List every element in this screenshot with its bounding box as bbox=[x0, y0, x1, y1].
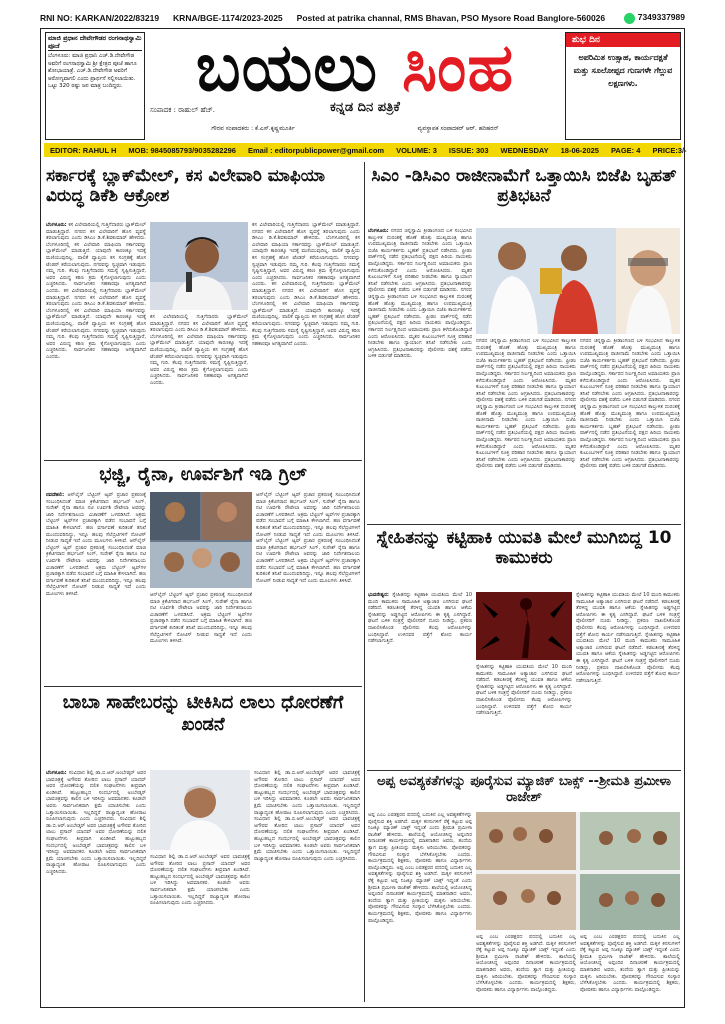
krna-number: KRNA/BGE-1174/2023-2025 bbox=[173, 13, 283, 23]
article1-dateline: ಬೆಂಗಳೂರು: bbox=[46, 222, 67, 228]
good-day-text: ಅಪರಿಮಿತ ಉತ್ಸಾಹ, ಕಾರ್ಯದಕ್ಷತೆ ಮತ್ತು ಸೂಲೋಪ್ಪದ ಗುಣಗಳೇ ಗೆಲ್ಲುವ ಲಕ್ಷಣಗಳು. bbox=[573, 53, 673, 88]
article3-column-1 bbox=[46, 492, 146, 682]
article2-headline: ಸಿಎಂ -ಡಿಸಿಎಂ ರಾಜೀನಾಮೆಗೆ ಒತ್ತಾಯಿಸಿ ಬಿಜೆಪಿ ಬೃಹತ್ ಪ್ರತಿಭಟನೆ bbox=[371, 166, 677, 207]
article6-column-1 bbox=[368, 812, 472, 1002]
info-email: Email : editorpublicpower@gmail.com bbox=[247, 145, 385, 155]
good-day-title: ಶುಭ ದಿನ bbox=[566, 33, 680, 47]
article1-photo bbox=[150, 222, 248, 310]
title-black: ಬಯಲು bbox=[195, 29, 379, 106]
left-notice-box bbox=[45, 32, 145, 140]
left-notice-body: ಬೆಂಗಳೂರು: ಮಾಜಿ ಪ್ರಧಾನಿ ಎಚ್.ಡಿ.ದೇವೇಗೌಡ ಅವರಿಗೆ ರಂಗನಾಥಸ್ವಾಮಿ ಶ್ರೀ ಕ್ಷೇತ್ರದ ಪೂಜೆ ಹಾಗೂ ಶೋಭಾಯಾತ್ರೆ. ಎಚ್.ಡಿ.ದೇವೇಗೌಡ ಅವರಿಗೆ ಆರೋಗ್ಯವಾಗಲಿ ಎಂದು ಪ್ರಾರ್ಥನೆ ಸಲ್ಲಿಸಲಾಯಿತು. ಒಟ್ಟು 320 ರಷ್ಟು ಜನ ಮಾತ್ರ ಬಂದಿದ್ದರು. bbox=[48, 53, 137, 89]
protest-collage-photo bbox=[476, 228, 680, 334]
article6-text: ಅಪ್ಪ ಎಂಬ ಎರಡಕ್ಷರದ ಪದದಲ್ಲಿ ಬದುಕಿನ ಎಲ್ಲ ಅವಶ್ಯಕತೆಗಳನ್ನು ಪೂರೈಸುವ ಶಕ್ತಿ ಅಡಗಿದೆ. ಮಕ್ಕಳ ಕನಸುಗಳಿಗೆ ರೆಕ್ಕೆ ಕಟ್ಟುವ ಅಪ್ಪ ನಿಜಕ್ಕೂ ಮ್ಯಾಜಿಕ್ ಬಾಕ್ಸ್ ಇದ್ದಂತೆ ಎಂದು ಶ್ರೀಮತಿ ಪ್ರಮೀಳಾ ರಾಜೇಶ್ ಹೇಳಿದರು. ಶಾಲೆಯಲ್ಲಿ ಆಯೋಜಿಸಿದ್ದ ಅಪ್ಪಂದಿರ ದಿನಾಚರಣೆ ಕಾರ್ಯಕ್ರಮದಲ್ಲಿ ಮಾತನಾಡಿದ ಅವರು, ತಂದೆಯ ತ್ಯಾಗ ಮತ್ತು ಪ್ರೀತಿಯನ್ನು ಮಕ್ಕಳು ಅರಿಯಬೇಕು. ಪೋಷಕರನ್ನು ಗೌರವಿಸುವ ಸಂಸ್ಕಾರ ಬೆಳೆಸಿಕೊಳ್ಳಬೇಕು ಎಂದರು. ಕಾರ್ಯಕ್ರಮದಲ್ಲಿ ಶಿಕ್ಷಕರು, ಪೋಷಕರು ಹಾಗೂ ವಿದ್ಯಾರ್ಥಿಗಳು ಪಾಲ್ಗೊಂಡಿದ್ದರು. bbox=[368, 812, 472, 871]
article1-text-col3-cont: ಕಸ ವಿಲೇವಾರಿಯಲ್ಲಿ ಗುತ್ತಿಗೆದಾರರು ಬ್ಲಾಕ್‌ಮೇಲ್ ಮಾಡುತ್ತಿದ್ದಾರೆ. ನಗರದ ಕಸ ವಿಲೇವಾರಿಗೆ ಹೊಸ ವ್ಯವಸ್ಥೆ ತರಲಾಗುವುದು ಎಂದು ಡಿಸಿಎಂ ಡಿ.ಕೆ.ಶಿವಕುಮಾರ್ ಹೇಳಿದರು. ಬೆಂಗಳೂರಿನಲ್ಲಿ ಕಸ ವಿಲೇವಾರಿ ಮಾಫಿಯಾ ಸರ್ಕಾರವನ್ನು ಬ್ಲಾಕ್‌ಮೇಲ್ ಮಾಡುತ್ತಿದೆ. ಯಾವುದೇ ಕಾರಣಕ್ಕೂ ಇದಕ್ಕೆ ಮಣಿಯುವುದಿಲ್ಲ. ಪಾಲಿಕೆ ವ್ಯಾಪ್ತಿಯ ಕಸ ಸಂಗ್ರಹಕ್ಕೆ ಹೊಸ ಟೆಂಡರ್ ಕರೆಯಲಾಗುವುದು. ನಗರವನ್ನು ಸ್ವಚ್ಛವಾಗಿ ಇಡುವುದು ನಮ್ಮ ಗುರಿ. ಕೆಲವು ಗುತ್ತಿಗೆದಾರರು ಸಮಸ್ಯೆ ಸೃಷ್ಟಿಸುತ್ತಿದ್ದಾರೆ, ಅವರ ವಿರುದ್ಧ ಕಠಿಣ ಕ್ರಮ ಕೈಗೊಳ್ಳಲಾಗುವುದು ಎಂದು ಎಚ್ಚರಿಸಿದರು. ಸಾರ್ವಜನಿಕರ ಸಹಕಾರವೂ ಅಗತ್ಯವಾಗಿದೆ ಎಂದರು. bbox=[252, 281, 360, 347]
info-page: PAGE: 4 bbox=[610, 145, 641, 155]
article2-photo bbox=[476, 228, 680, 334]
crime-illustration-photo bbox=[476, 592, 572, 660]
article1-text-cont: ಕಸ ವಿಲೇವಾರಿಯಲ್ಲಿ ಗುತ್ತಿಗೆದಾರರು ಬ್ಲಾಕ್‌ಮೇಲ್ ಮಾಡುತ್ತಿದ್ದಾರೆ. ನಗರದ ಕಸ ವಿಲೇವಾರಿಗೆ ಹೊಸ ವ್ಯವಸ್ಥೆ ತರಲಾಗುವುದು ಎಂದು ಡಿಸಿಎಂ ಡಿ.ಕೆ.ಶಿವಕುಮಾರ್ ಹೇಳಿದರು. ಬೆಂಗಳೂರಿನಲ್ಲಿ ಕಸ ವಿಲೇವಾರಿ ಮಾಫಿಯಾ ಸರ್ಕಾರವನ್ನು ಬ್ಲಾಕ್‌ಮೇಲ್ ಮಾಡುತ್ತಿದೆ. ಯಾವುದೇ ಕಾರಣಕ್ಕೂ ಇದಕ್ಕೆ ಮಣಿಯುವುದಿಲ್ಲ. ಪಾಲಿಕೆ ವ್ಯಾಪ್ತಿಯ ಕಸ ಸಂಗ್ರಹಕ್ಕೆ ಹೊಸ ಟೆಂಡರ್ ಕರೆಯಲಾಗುವುದು. ನಗರವನ್ನು ಸ್ವಚ್ಛವಾಗಿ ಇಡುವುದು ನಮ್ಮ ಗುರಿ. ಕೆಲವು ಗುತ್ತಿಗೆದಾರರು ಸಮಸ್ಯೆ ಸೃಷ್ಟಿಸುತ್ತಿದ್ದಾರೆ, ಅವರ ವಿರುದ್ಧ ಕಠಿಣ ಕ್ರಮ ಕೈಗೊಳ್ಳಲಾಗುವುದು ಎಂದು ಎಚ್ಚರಿಸಿದರು. ಸಾರ್ವಜನಿಕರ ಸಹಕಾರವೂ ಅಗತ್ಯವಾಗಿದೆ ಎಂದರು. bbox=[46, 287, 146, 360]
article4-text: ಸ್ನೇಹಿತನನ್ನು ಕಟ್ಟಿಹಾಕಿ ಯುವತಿಯ ಮೇಲೆ 10 ಮಂದಿ ಕಾಮುಕರು ಸಾಮೂಹಿಕ ಅತ್ಯಾಚಾರ ಎಸಗಿರುವ ಘಟನೆ ನಡೆದಿದೆ. ಕಡಲತೀರಕ್ಕೆ ತೆರಳಿದ್ದ ಯುವತಿ ಹಾಗೂ ಆಕೆಯ ಸ್ನೇಹಿತನನ್ನು ಅಡ್ಡಗಟ್ಟಿದ ಆರೋಪಿಗಳು ಈ ಕೃತ್ಯ ಎಸಗಿದ್ದಾರೆ. ಘಟನೆ ಬಳಿಕ ಸಂತ್ರಸ್ತೆ ಪೊಲೀಸರಿಗೆ ದೂರು ನೀಡಿದ್ದು, ಪ್ರಕರಣ ದಾಖಲಿಸಿಕೊಂಡ ಪೊಲೀಸರು ಕೆಲವು ಆರೋಪಿಗಳನ್ನು ಬಂಧಿಸಿದ್ದಾರೆ. ಉಳಿದವರ ಪತ್ತೆಗೆ ಶೋಧ ಕಾರ್ಯ ನಡೆಸಲಾಗುತ್ತಿದೆ. bbox=[368, 592, 472, 645]
article4-column-2: ಸ್ನೇಹಿತನನ್ನು ಕಟ್ಟಿಹಾಕಿ ಯುವತಿಯ ಮೇಲೆ 10 ಮಂದಿ ಕಾಮುಕರು ಸಾಮೂಹಿಕ ಅತ್ಯಾಚಾರ ಎಸಗಿರುವ ಘಟನೆ ನಡೆದಿದೆ. ಕಡಲತೀರಕ್ಕೆ ತೆರಳಿದ್ದ ಯುವತಿ ಹಾಗೂ ಆಕೆಯ ಸ್ನೇಹಿತನನ್ನು ಅಡ್ಡಗಟ್ಟಿದ ಆರೋಪಿಗಳು ಈ ಕೃತ್ಯ ಎಸಗಿದ್ದಾರೆ. ಘಟನೆ ಬಳಿಕ ಸಂತ್ರಸ್ತೆ ಪೊಲೀಸರಿಗೆ ದೂರು ನೀಡಿದ್ದು, ಪ್ರಕರಣ ದಾಖಲಿಸಿಕೊಂಡ ಪೊಲೀಸರು ಕೆಲವು ಆರೋಪಿಗಳನ್ನು ಬಂಧಿಸಿದ್ದಾರೆ. ಉಳಿದವರ ಪತ್ತೆಗೆ ಶೋಧ ಕಾರ್ಯ ನಡೆಸಲಾಗುತ್ತಿದೆ. bbox=[476, 664, 572, 717]
article5-dateline: ಬೆಂಗಳೂರು: bbox=[46, 770, 67, 776]
article1-headline: ಸರ್ಕಾರಕ್ಕೆ ಬ್ಲಾಕ್‌ಮೇಲ್, ಕಸ ವಿಲೇವಾರಿ ಮಾಫಿಯಾ ವಿರುದ್ಧ ಡಿಕೆಶಿ ಆಕ್ರೋಶ bbox=[46, 166, 326, 207]
masthead-credits bbox=[150, 125, 560, 133]
article4-text-col3: ಸ್ನೇಹಿತನನ್ನು ಕಟ್ಟಿಹಾಕಿ ಯುವತಿಯ ಮೇಲೆ 10 ಮಂದಿ ಕಾಮುಕರು ಸಾಮೂಹಿಕ ಅತ್ಯಾಚಾರ ಎಸಗಿರುವ ಘಟನೆ ನಡೆದಿದೆ. ಕಡಲತೀರಕ್ಕೆ ತೆರಳಿದ್ದ ಯುವತಿ ಹಾಗೂ ಆಕೆಯ ಸ್ನೇಹಿತನನ್ನು ಅಡ್ಡಗಟ್ಟಿದ ಆರೋಪಿಗಳು ಈ ಕೃತ್ಯ ಎಸಗಿದ್ದಾರೆ. ಘಟನೆ ಬಳಿಕ ಸಂತ್ರಸ್ತೆ ಪೊಲೀಸರಿಗೆ ದೂರು ನೀಡಿದ್ದು, ಪ್ರಕರಣ ದಾಖಲಿಸಿಕೊಂಡ ಪೊಲೀಸರು ಕೆಲವು ಆರೋಪಿಗಳನ್ನು ಬಂಧಿಸಿದ್ದಾರೆ. ಉಳಿದವರ ಪತ್ತೆಗೆ ಶೋಧ ಕಾರ್ಯ ನಡೆಸಲಾಗುತ್ತಿದೆ. bbox=[576, 592, 680, 638]
article2-dateline: ಬೆಂಗಳೂರು: bbox=[368, 228, 389, 234]
section-divider bbox=[367, 524, 681, 525]
info-bar bbox=[44, 143, 687, 157]
good-day-box bbox=[565, 32, 681, 140]
posting-info: Posted at patrika channal, RMS Bhavan, PSO Mysore Road Banglore-560026 bbox=[296, 13, 606, 23]
article2-text-cont: ನಗರದ ಚಿನ್ನಸ್ವಾಮಿ ಕ್ರೀಡಾಂಗಣದ ಬಳಿ ಸಂಭವಿಸಿದ ಕಾಲ್ತುಳಿತ ದುರಂತಕ್ಕೆ ಹೊಣೆ ಹೊತ್ತು ಮುಖ್ಯಮಂತ್ರಿ ಹಾಗೂ ಉಪಮುಖ್ಯಮಂತ್ರಿ ರಾಜೀನಾಮೆ ನೀಡಬೇಕು ಎಂದು ಒತ್ತಾಯಿಸಿ ಬಿಜೆಪಿ ಕಾರ್ಯಕರ್ತರು ಬೃಹತ್ ಪ್ರತಿಭಟನೆ ನಡೆಸಿದರು. ಫ್ರೀಡಂ ಪಾರ್ಕ್‌ನಲ್ಲಿ ನಡೆದ ಪ್ರತಿಭಟನೆಯಲ್ಲಿ ಪಕ್ಷದ ಹಿರಿಯ ನಾಯಕರು ಪಾಲ್ಗೊಂಡಿದ್ದರು. ಸರ್ಕಾರದ ನಿರ್ಲಕ್ಷ್ಯದಿಂದ ಅಮಾಯಕರು ಪ್ರಾಣ ಕಳೆದುಕೊಂಡಿದ್ದಾರೆ ಎಂದು ಆರೋಪಿಸಿದರು. ಮೃತರ ಕುಟುಂಬಗಳಿಗೆ ಸೂಕ್ತ ಪರಿಹಾರ ನೀಡಬೇಕು ಹಾಗೂ ನ್ಯಾಯಾಂಗ ತನಿಖೆ ನಡೆಸಬೇಕು ಎಂದು ಆಗ್ರಹಿಸಿದರು. ಪ್ರತಿಭಟನಾಕಾರರನ್ನು ಪೊಲೀಸರು ವಶಕ್ಕೆ ಪಡೆದು ಬಳಿಕ ಬಿಡುಗಡೆ ಮಾಡಿದರು. bbox=[368, 287, 472, 360]
article3-column-2: ಆನ್‌ಲೈನ್ ಬೆಟ್ಟಿಂಗ್ ಆ್ಯಪ್ ಪ್ರಚಾರ ಪ್ರಕರಣಕ್ಕೆ ಸಂಬಂಧಿಸಿದಂತೆ ಮಾಜಿ ಕ್ರಿಕೆಟಿಗರಾದ ಹರ್ಭಜನ್ ಸಿಂಗ್, ಸುರೇಶ್ ರೈನಾ ಹಾಗೂ ನಟಿ ಊರ್ವಶಿ ರೌಟೇಲಾ ಅವರನ್ನು ಜಾರಿ ನಿರ್ದೇಶನಾಲಯ ವಿಚಾರಣೆಗೆ ಒಳಪಡಿಸಿದೆ. ಅಕ್ರಮ ಬೆಟ್ಟಿಂಗ್ ಆ್ಯಪ್‌ಗಳ ಪ್ರಚಾರಕ್ಕಾಗಿ ಪಡೆದ ಸಂಭಾವನೆ ಬಗ್ಗೆ ಮಾಹಿತಿ ಕೇಳಲಾಗಿದೆ. ಹಣ ವರ್ಗಾವಣೆ ಕುರಿತಂತೆ ತನಿಖೆ ಮುಂದುವರಿದಿದ್ದು, ಇನ್ನೂ ಹಲವು ಸೆಲೆಬ್ರಿಟಿಗಳಿಗೆ ನೋಟಿಸ್ ನೀಡುವ ಸಾಧ್ಯತೆ ಇದೆ ಎಂದು ಮೂಲಗಳು ತಿಳಿಸಿವೆ. bbox=[150, 592, 252, 645]
title-red: ಸಿಂಹ bbox=[402, 29, 515, 106]
article4-dateline: ಭುವನೇಶ್ವರ: bbox=[368, 592, 389, 598]
celebrities-collage-photo bbox=[150, 492, 252, 588]
honorary-editor: ಗೌರವ ಸಂಪಾದಕರು : ಕೆ.ಎಸ್.ಕೃಷ್ಣಮೂರ್ತಿ bbox=[211, 125, 295, 132]
article5-text-col3-cont: ಸಂವಿಧಾನ ಶಿಲ್ಪಿ ಡಾ.ಬಿ.ಆರ್.ಅಂಬೇಡ್ಕರ್ ಅವರ ಭಾವಚಿತ್ರಕ್ಕೆ ಅಗೌರವ ತೋರಿದ ಲಾಲು ಪ್ರಸಾದ್ ಯಾದವ್ ಅವರ ಧೋರಣೆಯನ್ನು ದಲಿತ ಸಂಘಟನೆಗಳು ತೀವ್ರವಾಗಿ ಖಂಡಿಸಿವೆ. ಹುಟ್ಟುಹಬ್ಬದ ಸಂದರ್ಭದಲ್ಲಿ ಅಂಬೇಡ್ಕರ್ ಭಾವಚಿತ್ರವನ್ನು ಕಾಲಿನ ಬಳಿ ಇರಿಸಿದ್ದು ಅವಮಾನಕರ. ಕೂಡಲೇ ಅವರು ಸಾರ್ವಜನಿಕವಾಗಿ ಕ್ಷಮೆ ಯಾಚಿಸಬೇಕು ಎಂದು ಒತ್ತಾಯಿಸಲಾಯಿತು. ಇಲ್ಲದಿದ್ದರೆ ರಾಜ್ಯಾದ್ಯಂತ ಹೋರಾಟ ರೂಪಿಸಲಾಗುವುದು ಎಂದು ಎಚ್ಚರಿಸಿದರು. bbox=[254, 816, 360, 862]
phone-number bbox=[624, 12, 685, 23]
section-divider bbox=[44, 460, 362, 461]
article3-dateline: ನವದೆಹಲಿ: bbox=[46, 492, 65, 498]
article6-column-3: ಅಪ್ಪ ಎಂಬ ಎರಡಕ್ಷರದ ಪದದಲ್ಲಿ ಬದುಕಿನ ಎಲ್ಲ ಅವಶ್ಯಕತೆಗಳನ್ನು ಪೂರೈಸುವ ಶಕ್ತಿ ಅಡಗಿದೆ. ಮಕ್ಕಳ ಕನಸುಗಳಿಗೆ ರೆಕ್ಕೆ ಕಟ್ಟುವ ಅಪ್ಪ ನಿಜಕ್ಕೂ ಮ್ಯಾಜಿಕ್ ಬಾಕ್ಸ್ ಇದ್ದಂತೆ ಎಂದು ಶ್ರೀಮತಿ ಪ್ರಮೀಳಾ ರಾಜೇಶ್ ಹೇಳಿದರು. ಶಾಲೆಯಲ್ಲಿ ಆಯೋಜಿಸಿದ್ದ ಅಪ್ಪಂದಿರ ದಿನಾಚರಣೆ ಕಾರ್ಯಕ್ರಮದಲ್ಲಿ ಮಾತನಾಡಿದ ಅವರು, ತಂದೆಯ ತ್ಯಾಗ ಮತ್ತು ಪ್ರೀತಿಯನ್ನು ಮಕ್ಕಳು ಅರಿಯಬೇಕು. ಪೋಷಕರನ್ನು ಗೌರವಿಸುವ ಸಂಸ್ಕಾರ ಬೆಳೆಸಿಕೊಳ್ಳಬೇಕು ಎಂದರು. ಕಾರ್ಯಕ್ರಮದಲ್ಲಿ ಶಿಕ್ಷಕರು, ಪೋಷಕರು ಹಾಗೂ ವಿದ್ಯಾರ್ಥಿಗಳು ಪಾಲ್ಗೊಂಡಿದ್ದರು. bbox=[580, 934, 680, 993]
info-editor: EDITOR: RAHUL H bbox=[50, 145, 117, 155]
registration-line bbox=[40, 10, 685, 26]
article5-text-col3: ಸಂವಿಧಾನ ಶಿಲ್ಪಿ ಡಾ.ಬಿ.ಆರ್.ಅಂಬೇಡ್ಕರ್ ಅವರ ಭಾವಚಿತ್ರಕ್ಕೆ ಅಗೌರವ ತೋರಿದ ಲಾಲು ಪ್ರಸಾದ್ ಯಾದವ್ ಅವರ ಧೋರಣೆಯನ್ನು ದಲಿತ ಸಂಘಟನೆಗಳು ತೀವ್ರವಾಗಿ ಖಂಡಿಸಿವೆ. ಹುಟ್ಟುಹಬ್ಬದ ಸಂದರ್ಭದಲ್ಲಿ ಅಂಬೇಡ್ಕರ್ ಭಾವಚಿತ್ರವನ್ನು ಕಾಲಿನ ಬಳಿ ಇರಿಸಿದ್ದು ಅವಮಾನಕರ. ಕೂಡಲೇ ಅವರು ಸಾರ್ವಜನಿಕವಾಗಿ ಕ್ಷಮೆ ಯಾಚಿಸಬೇಕು ಎಂದು ಒತ್ತಾಯಿಸಲಾಯಿತು. ಇಲ್ಲದಿದ್ದರೆ ರಾಜ್ಯಾದ್ಯಂತ ಹೋರಾಟ ರೂಪಿಸಲಾಗುವುದು ಎಂದು ಎಚ್ಚರಿಸಿದರು. bbox=[254, 770, 360, 816]
article6-headline: ಅಪ್ಪ ಅವಶ್ಯಕತೆಗಳನ್ನು ಪೂರೈಸುವ ಮ್ಯಾಜಿಕ್ ಬಾಕ್ಸ್ --ಶ್ರೀಮತಿ ಪ್ರಮೀಳಾ ರಾಜೇಶ್ bbox=[376, 774, 672, 805]
newspaper-title bbox=[150, 30, 560, 106]
business-editor: ವ್ಯವಸ್ಥಾಪಕ ಸಂಪಾದಕರ್ ಆರ್. ಹರಿಹರನ್ bbox=[417, 125, 499, 132]
article6-column-2: ಅಪ್ಪ ಎಂಬ ಎರಡಕ್ಷರದ ಪದದಲ್ಲಿ ಬದುಕಿನ ಎಲ್ಲ ಅವಶ್ಯಕತೆಗಳನ್ನು ಪೂರೈಸುವ ಶಕ್ತಿ ಅಡಗಿದೆ. ಮಕ್ಕಳ ಕನಸುಗಳಿಗೆ ರೆಕ್ಕೆ ಕಟ್ಟುವ ಅಪ್ಪ ನಿಜಕ್ಕೂ ಮ್ಯಾಜಿಕ್ ಬಾಕ್ಸ್ ಇದ್ದಂತೆ ಎಂದು ಶ್ರೀಮತಿ ಪ್ರಮೀಳಾ ರಾಜೇಶ್ ಹೇಳಿದರು. ಶಾಲೆಯಲ್ಲಿ ಆಯೋಜಿಸಿದ್ದ ಅಪ್ಪಂದಿರ ದಿನಾಚರಣೆ ಕಾರ್ಯಕ್ರಮದಲ್ಲಿ ಮಾತನಾಡಿದ ಅವರು, ತಂದೆಯ ತ್ಯಾಗ ಮತ್ತು ಪ್ರೀತಿಯನ್ನು ಮಕ್ಕಳು ಅರಿಯಬೇಕು. ಪೋಷಕರನ್ನು ಗೌರವಿಸುವ ಸಂಸ್ಕಾರ ಬೆಳೆಸಿಕೊಳ್ಳಬೇಕು ಎಂದರು. ಕಾರ್ಯಕ್ರಮದಲ್ಲಿ ಶಿಕ್ಷಕರು, ಪೋಷಕರು ಹಾಗೂ ವಿದ್ಯಾರ್ಥಿಗಳು ಪಾಲ್ಗೊಂಡಿದ್ದರು. bbox=[476, 934, 576, 993]
article5-text-cont: ಸಂವಿಧಾನ ಶಿಲ್ಪಿ ಡಾ.ಬಿ.ಆರ್.ಅಂಬೇಡ್ಕರ್ ಅವರ ಭಾವಚಿತ್ರಕ್ಕೆ ಅಗೌರವ ತೋರಿದ ಲಾಲು ಪ್ರಸಾದ್ ಯಾದವ್ ಅವರ ಧೋರಣೆಯನ್ನು ದಲಿತ ಸಂಘಟನೆಗಳು ತೀವ್ರವಾಗಿ ಖಂಡಿಸಿವೆ. ಹುಟ್ಟುಹಬ್ಬದ ಸಂದರ್ಭದಲ್ಲಿ ಅಂಬೇಡ್ಕರ್ ಭಾವಚಿತ್ರವನ್ನು ಕಾಲಿನ ಬಳಿ ಇರಿಸಿದ್ದು ಅವಮಾನಕರ. ಕೂಡಲೇ ಅವರು ಸಾರ್ವಜನಿಕವಾಗಿ ಕ್ಷಮೆ ಯಾಚಿಸಬೇಕು ಎಂದು ಒತ್ತಾಯಿಸಲಾಯಿತು. ಇಲ್ಲದಿದ್ದರೆ ರಾಜ್ಯಾದ್ಯಂತ ಹೋರಾಟ ರೂಪಿಸಲಾಗುವುದು ಎಂದು ಎಚ್ಚರಿಸಿದರು. bbox=[46, 816, 146, 875]
info-volume: VOLUME: 3 bbox=[396, 145, 437, 155]
info-issue: ISSUE: 303 bbox=[448, 145, 489, 155]
article2-column-1 bbox=[368, 228, 472, 520]
section-divider bbox=[44, 686, 362, 687]
article3-photo bbox=[150, 492, 252, 588]
column-divider bbox=[364, 162, 365, 1002]
article5-text: ಸಂವಿಧಾನ ಶಿಲ್ಪಿ ಡಾ.ಬಿ.ಆರ್.ಅಂಬೇಡ್ಕರ್ ಅವರ ಭಾವಚಿತ್ರಕ್ಕೆ ಅಗೌರವ ತೋರಿದ ಲಾಲು ಪ್ರಸಾದ್ ಯಾದವ್ ಅವರ ಧೋರಣೆಯನ್ನು ದಲಿತ ಸಂಘಟನೆಗಳು ತೀವ್ರವಾಗಿ ಖಂಡಿಸಿವೆ. ಹುಟ್ಟುಹಬ್ಬದ ಸಂದರ್ಭದಲ್ಲಿ ಅಂಬೇಡ್ಕರ್ ಭಾವಚಿತ್ರವನ್ನು ಕಾಲಿನ ಬಳಿ ಇರಿಸಿದ್ದು ಅವಮಾನಕರ. ಕೂಡಲೇ ಅವರು ಸಾರ್ವಜನಿಕವಾಗಿ ಕ್ಷಮೆ ಯಾಚಿಸಬೇಕು ಎಂದು ಒತ್ತಾಯಿಸಲಾಯಿತು. ಇಲ್ಲದಿದ್ದರೆ ರಾಜ್ಯಾದ್ಯಂತ ಹೋರಾಟ ರೂಪಿಸಲಾಗುವುದು ಎಂದು ಎಚ್ಚರಿಸಿದರು. bbox=[46, 770, 146, 823]
article4-column-3 bbox=[576, 592, 680, 766]
article1-column-2: ಕಸ ವಿಲೇವಾರಿಯಲ್ಲಿ ಗುತ್ತಿಗೆದಾರರು ಬ್ಲಾಕ್‌ಮೇಲ್ ಮಾಡುತ್ತಿದ್ದಾರೆ. ನಗರದ ಕಸ ವಿಲೇವಾರಿಗೆ ಹೊಸ ವ್ಯವಸ್ಥೆ ತರಲಾಗುವುದು ಎಂದು ಡಿಸಿಎಂ ಡಿ.ಕೆ.ಶಿವಕುಮಾರ್ ಹೇಳಿದರು. ಬೆಂಗಳೂರಿನಲ್ಲಿ ಕಸ ವಿಲೇವಾರಿ ಮಾಫಿಯಾ ಸರ್ಕಾರವನ್ನು ಬ್ಲಾಕ್‌ಮೇಲ್ ಮಾಡುತ್ತಿದೆ. ಯಾವುದೇ ಕಾರಣಕ್ಕೂ ಇದಕ್ಕೆ ಮಣಿಯುವುದಿಲ್ಲ. ಪಾಲಿಕೆ ವ್ಯಾಪ್ತಿಯ ಕಸ ಸಂಗ್ರಹಕ್ಕೆ ಹೊಸ ಟೆಂಡರ್ ಕರೆಯಲಾಗುವುದು. ನಗರವನ್ನು ಸ್ವಚ್ಛವಾಗಿ ಇಡುವುದು ನಮ್ಮ ಗುರಿ. ಕೆಲವು ಗುತ್ತಿಗೆದಾರರು ಸಮಸ್ಯೆ ಸೃಷ್ಟಿಸುತ್ತಿದ್ದಾರೆ, ಅವರ ವಿರುದ್ಧ ಕಠಿಣ ಕ್ರಮ ಕೈಗೊಳ್ಳಲಾಗುವುದು ಎಂದು ಎಚ್ಚರಿಸಿದರು. ಸಾರ್ವಜನಿಕರ ಸಹಕಾರವೂ ಅಗತ್ಯವಾಗಿದೆ ಎಂದರು. bbox=[150, 314, 248, 386]
article5-headline: ಬಾಬಾ ಸಾಹೇಬರನ್ನು ಟೀಕಿಸಿದ ಲಾಲು ಧೋರಣೆಗೆ ಖಂಡನೆ bbox=[62, 692, 344, 735]
article1-text-col3: ಕಸ ವಿಲೇವಾರಿಯಲ್ಲಿ ಗುತ್ತಿಗೆದಾರರು ಬ್ಲಾಕ್‌ಮೇಲ್ ಮಾಡುತ್ತಿದ್ದಾರೆ. ನಗರದ ಕಸ ವಿಲೇವಾರಿಗೆ ಹೊಸ ವ್ಯವಸ್ಥೆ ತರಲಾಗುವುದು ಎಂದು ಡಿಸಿಎಂ ಡಿ.ಕೆ.ಶಿವಕುಮಾರ್ ಹೇಳಿದರು. ಬೆಂಗಳೂರಿನಲ್ಲಿ ಕಸ ವಿಲೇವಾರಿ ಮಾಫಿಯಾ ಸರ್ಕಾರವನ್ನು ಬ್ಲಾಕ್‌ಮೇಲ್ ಮಾಡುತ್ತಿದೆ. ಯಾವುದೇ ಕಾರಣಕ್ಕೂ ಇದಕ್ಕೆ ಮಣಿಯುವುದಿಲ್ಲ. ಪಾಲಿಕೆ ವ್ಯಾಪ್ತಿಯ ಕಸ ಸಂಗ್ರಹಕ್ಕೆ ಹೊಸ ಟೆಂಡರ್ ಕರೆಯಲಾಗುವುದು. ನಗರವನ್ನು ಸ್ವಚ್ಛವಾಗಿ ಇಡುವುದು ನಮ್ಮ ಗುರಿ. ಕೆಲವು ಗುತ್ತಿಗೆದಾರರು ಸಮಸ್ಯೆ ಸೃಷ್ಟಿಸುತ್ತಿದ್ದಾರೆ, ಅವರ ವಿರುದ್ಧ ಕಠಿಣ ಕ್ರಮ ಕೈಗೊಳ್ಳಲಾಗುವುದು ಎಂದು ಎಚ್ಚರಿಸಿದರು. ಸಾರ್ವಜನಿಕರ ಸಹಕಾರವೂ ಅಗತ್ಯವಾಗಿದೆ ಎಂದರು. bbox=[252, 222, 360, 288]
info-price: PRICE:3/- bbox=[652, 145, 687, 155]
left-notice-title: ಮಾಜಿ ಪ್ರಧಾನ ದೇವೇಗೌಡರ ರಂಗನಾಥಸ್ವಾಮಿ ಪೂಜೆ bbox=[48, 34, 142, 50]
article2-column-2 bbox=[476, 338, 576, 520]
article2-text-col3: ನಗರದ ಚಿನ್ನಸ್ವಾಮಿ ಕ್ರೀಡಾಂಗಣದ ಬಳಿ ಸಂಭವಿಸಿದ ಕಾಲ್ತುಳಿತ ದುರಂತಕ್ಕೆ ಹೊಣೆ ಹೊತ್ತು ಮುಖ್ಯಮಂತ್ರಿ ಹಾಗೂ ಉಪಮುಖ್ಯಮಂತ್ರಿ ರಾಜೀನಾಮೆ ನೀಡಬೇಕು ಎಂದು ಒತ್ತಾಯಿಸಿ ಬಿಜೆಪಿ ಕಾರ್ಯಕರ್ತರು ಬೃಹತ್ ಪ್ರತಿಭಟನೆ ನಡೆಸಿದರು. ಫ್ರೀಡಂ ಪಾರ್ಕ್‌ನಲ್ಲಿ ನಡೆದ ಪ್ರತಿಭಟನೆಯಲ್ಲಿ ಪಕ್ಷದ ಹಿರಿಯ ನಾಯಕರು ಪಾಲ್ಗೊಂಡಿದ್ದರು. ಸರ್ಕಾರದ ನಿರ್ಲಕ್ಷ್ಯದಿಂದ ಅಮಾಯಕರು ಪ್ರಾಣ ಕಳೆದುಕೊಂಡಿದ್ದಾರೆ ಎಂದು ಆರೋಪಿಸಿದರು. ಮೃತರ ಕುಟುಂಬಗಳಿಗೆ ಸೂಕ್ತ ಪರಿಹಾರ ನೀಡಬೇಕು ಹಾಗೂ ನ್ಯಾಯಾಂಗ ತನಿಖೆ ನಡೆಸಬೇಕು ಎಂದು ಆಗ್ರಹಿಸಿದರು. ಪ್ರತಿಭಟನಾಕಾರರನ್ನು ಪೊಲೀಸರು ವಶಕ್ಕೆ ಪಡೆದು ಬಳಿಕ ಬಿಡುಗಡೆ ಮಾಡಿದರು. bbox=[580, 338, 680, 404]
info-day: WEDNESDAY bbox=[500, 145, 549, 155]
section-divider bbox=[367, 770, 681, 771]
article2-text: ನಗರದ ಚಿನ್ನಸ್ವಾಮಿ ಕ್ರೀಡಾಂಗಣದ ಬಳಿ ಸಂಭವಿಸಿದ ಕಾಲ್ತುಳಿತ ದುರಂತಕ್ಕೆ ಹೊಣೆ ಹೊತ್ತು ಮುಖ್ಯಮಂತ್ರಿ ಹಾಗೂ ಉಪಮುಖ್ಯಮಂತ್ರಿ ರಾಜೀನಾಮೆ ನೀಡಬೇಕು ಎಂದು ಒತ್ತಾಯಿಸಿ ಬಿಜೆಪಿ ಕಾರ್ಯಕರ್ತರು ಬೃಹತ್ ಪ್ರತಿಭಟನೆ ನಡೆಸಿದರು. ಫ್ರೀಡಂ ಪಾರ್ಕ್‌ನಲ್ಲಿ ನಡೆದ ಪ್ರತಿಭಟನೆಯಲ್ಲಿ ಪಕ್ಷದ ಹಿರಿಯ ನಾಯಕರು ಪಾಲ್ಗೊಂಡಿದ್ದರು. ಸರ್ಕಾರದ ನಿರ್ಲಕ್ಷ್ಯದಿಂದ ಅಮಾಯಕರು ಪ್ರಾಣ ಕಳೆದುಕೊಂಡಿದ್ದಾರೆ ಎಂದು ಆರೋಪಿಸಿದರು. ಮೃತರ ಕುಟುಂಬಗಳಿಗೆ ಸೂಕ್ತ ಪರಿಹಾರ ನೀಡಬೇಕು ಹಾಗೂ ನ್ಯಾಯಾಂಗ ತನಿಖೆ ನಡೆಸಬೇಕು ಎಂದು ಆಗ್ರಹಿಸಿದರು. ಪ್ರತಿಭಟನಾಕಾರರನ್ನು ಪೊಲೀಸರು ವಶಕ್ಕೆ ಪಡೆದು ಬಳಿಕ ಬಿಡುಗಡೆ ಮಾಡಿದರು. bbox=[368, 228, 472, 294]
article4-headline: ಸ್ನೇಹಿತನನ್ನು ಕಟ್ಟಿಹಾಕಿ ಯುವತಿ ಮೇಲೆ ಮುಗಿಬಿದ್ದ 10 ಕಾಮುಕರು bbox=[376, 528, 672, 569]
editor-name: ಸಂಪಾದಕ : ರಾಹುಲ್ ಹೆಚ್. bbox=[150, 106, 215, 114]
article3-text-cont: ಆನ್‌ಲೈನ್ ಬೆಟ್ಟಿಂಗ್ ಆ್ಯಪ್ ಪ್ರಚಾರ ಪ್ರಕರಣಕ್ಕೆ ಸಂಬಂಧಿಸಿದಂತೆ ಮಾಜಿ ಕ್ರಿಕೆಟಿಗರಾದ ಹರ್ಭಜನ್ ಸಿಂಗ್, ಸುರೇಶ್ ರೈನಾ ಹಾಗೂ ನಟಿ ಊರ್ವಶಿ ರೌಟೇಲಾ ಅವರನ್ನು ಜಾರಿ ನಿರ್ದೇಶನಾಲಯ ವಿಚಾರಣೆಗೆ ಒಳಪಡಿಸಿದೆ. ಅಕ್ರಮ ಬೆಟ್ಟಿಂಗ್ ಆ್ಯಪ್‌ಗಳ ಪ್ರಚಾರಕ್ಕಾಗಿ ಪಡೆದ ಸಂಭಾವನೆ ಬಗ್ಗೆ ಮಾಹಿತಿ ಕೇಳಲಾಗಿದೆ. ಹಣ ವರ್ಗಾವಣೆ ಕುರಿತಂತೆ ತನಿಖೆ ಮುಂದುವರಿದಿದ್ದು, ಇನ್ನೂ ಹಲವು ಸೆಲೆಬ್ರಿಟಿಗಳಿಗೆ ನೋಟಿಸ್ ನೀಡುವ ಸಾಧ್ಯತೆ ಇದೆ ಎಂದು ಮೂಲಗಳು ತಿಳಿಸಿವೆ. bbox=[46, 538, 146, 597]
article6-text-cont: ಅಪ್ಪ ಎಂಬ ಎರಡಕ್ಷರದ ಪದದಲ್ಲಿ ಬದುಕಿನ ಎಲ್ಲ ಅವಶ್ಯಕತೆಗಳನ್ನು ಪೂರೈಸುವ ಶಕ್ತಿ ಅಡಗಿದೆ. ಮಕ್ಕಳ ಕನಸುಗಳಿಗೆ ರೆಕ್ಕೆ ಕಟ್ಟುವ ಅಪ್ಪ ನಿಜಕ್ಕೂ ಮ್ಯಾಜಿಕ್ ಬಾಕ್ಸ್ ಇದ್ದಂತೆ ಎಂದು ಶ್ರೀಮತಿ ಪ್ರಮೀಳಾ ರಾಜೇಶ್ ಹೇಳಿದರು. ಶಾಲೆಯಲ್ಲಿ ಆಯೋಜಿಸಿದ್ದ ಅಪ್ಪಂದಿರ ದಿನಾಚರಣೆ ಕಾರ್ಯಕ್ರಮದಲ್ಲಿ ಮಾತನಾಡಿದ ಅವರು, ತಂದೆಯ ತ್ಯಾಗ ಮತ್ತು ಪ್ರೀತಿಯನ್ನು ಮಕ್ಕಳು ಅರಿಯಬೇಕು. ಪೋಷಕರನ್ನು ಗೌರವಿಸುವ ಸಂಸ್ಕಾರ ಬೆಳೆಸಿಕೊಳ್ಳಬೇಕು ಎಂದರು. ಕಾರ್ಯಕ್ರಮದಲ್ಲಿ ಶಿಕ್ಷಕರು, ಪೋಷಕರು ಹಾಗೂ ವಿದ್ಯಾರ್ಥಿಗಳು ಪಾಲ್ಗೊಂಡಿದ್ದರು. bbox=[368, 864, 472, 924]
article3-text: ಆನ್‌ಲೈನ್ ಬೆಟ್ಟಿಂಗ್ ಆ್ಯಪ್ ಪ್ರಚಾರ ಪ್ರಕರಣಕ್ಕೆ ಸಂಬಂಧಿಸಿದಂತೆ ಮಾಜಿ ಕ್ರಿಕೆಟಿಗರಾದ ಹರ್ಭಜನ್ ಸಿಂಗ್, ಸುರೇಶ್ ರೈನಾ ಹಾಗೂ ನಟಿ ಊರ್ವಶಿ ರೌಟೇಲಾ ಅವರನ್ನು ಜಾರಿ ನಿರ್ದೇಶನಾಲಯ ವಿಚಾರಣೆಗೆ ಒಳಪಡಿಸಿದೆ. ಅಕ್ರಮ ಬೆಟ್ಟಿಂಗ್ ಆ್ಯಪ್‌ಗಳ ಪ್ರಚಾರಕ್ಕಾಗಿ ಪಡೆದ ಸಂಭಾವನೆ ಬಗ್ಗೆ ಮಾಹಿತಿ ಕೇಳಲಾಗಿದೆ. ಹಣ ವರ್ಗಾವಣೆ ಕುರಿತಂತೆ ತನಿಖೆ ಮುಂದುವರಿದಿದ್ದು, ಇನ್ನೂ ಹಲವು ಸೆಲೆಬ್ರಿಟಿಗಳಿಗೆ ನೋಟಿಸ್ ನೀಡುವ ಸಾಧ್ಯತೆ ಇದೆ ಎಂದು ಮೂಲಗಳು ತಿಳಿಸಿವೆ. bbox=[46, 492, 146, 545]
article2-text-col3-cont: ನಗರದ ಚಿನ್ನಸ್ವಾಮಿ ಕ್ರೀಡಾಂಗಣದ ಬಳಿ ಸಂಭವಿಸಿದ ಕಾಲ್ತುಳಿತ ದುರಂತಕ್ಕೆ ಹೊಣೆ ಹೊತ್ತು ಮುಖ್ಯಮಂತ್ರಿ ಹಾಗೂ ಉಪಮುಖ್ಯಮಂತ್ರಿ ರಾಜೀನಾಮೆ ನೀಡಬೇಕು ಎಂದು ಒತ್ತಾಯಿಸಿ ಬಿಜೆಪಿ ಕಾರ್ಯಕರ್ತರು ಬೃಹತ್ ಪ್ರತಿಭಟನೆ ನಡೆಸಿದರು. ಫ್ರೀಡಂ ಪಾರ್ಕ್‌ನಲ್ಲಿ ನಡೆದ ಪ್ರತಿಭಟನೆಯಲ್ಲಿ ಪಕ್ಷದ ಹಿರಿಯ ನಾಯಕರು ಪಾಲ್ಗೊಂಡಿದ್ದರು. ಸರ್ಕಾರದ ನಿರ್ಲಕ್ಷ್ಯದಿಂದ ಅಮಾಯಕರು ಪ್ರಾಣ ಕಳೆದುಕೊಂಡಿದ್ದಾರೆ ಎಂದು ಆರೋಪಿಸಿದರು. ಮೃತರ ಕುಟುಂಬಗಳಿಗೆ ಸೂಕ್ತ ಪರಿಹಾರ ನೀಡಬೇಕು ಹಾಗೂ ನ್ಯಾಯಾಂಗ ತನಿಖೆ ನಡೆಸಬೇಕು ಎಂದು ಆಗ್ರಹಿಸಿದರು. ಪ್ರತಿಭಟನಾಕಾರರನ್ನು ಪೊಲೀಸರು ವಶಕ್ಕೆ ಪಡೆದು ಬಳಿಕ ಬಿಡುಗಡೆ ಮಾಡಿದರು. bbox=[580, 397, 680, 470]
article2-column-3 bbox=[580, 338, 680, 520]
dk-shivakumar-photo bbox=[150, 222, 248, 310]
article2-text-col2: ನಗರದ ಚಿನ್ನಸ್ವಾಮಿ ಕ್ರೀಡಾಂಗಣದ ಬಳಿ ಸಂಭವಿಸಿದ ಕಾಲ್ತುಳಿತ ದುರಂತಕ್ಕೆ ಹೊಣೆ ಹೊತ್ತು ಮುಖ್ಯಮಂತ್ರಿ ಹಾಗೂ ಉಪಮುಖ್ಯಮಂತ್ರಿ ರಾಜೀನಾಮೆ ನೀಡಬೇಕು ಎಂದು ಒತ್ತಾಯಿಸಿ ಬಿಜೆಪಿ ಕಾರ್ಯಕರ್ತರು ಬೃಹತ್ ಪ್ರತಿಭಟನೆ ನಡೆಸಿದರು. ಫ್ರೀಡಂ ಪಾರ್ಕ್‌ನಲ್ಲಿ ನಡೆದ ಪ್ರತಿಭಟನೆಯಲ್ಲಿ ಪಕ್ಷದ ಹಿರಿಯ ನಾಯಕರು ಪಾಲ್ಗೊಂಡಿದ್ದರು. ಸರ್ಕಾರದ ನಿರ್ಲಕ್ಷ್ಯದಿಂದ ಅಮಾಯಕರು ಪ್ರಾಣ ಕಳೆದುಕೊಂಡಿದ್ದಾರೆ ಎಂದು ಆರೋಪಿಸಿದರು. ಮೃತರ ಕುಟುಂಬಗಳಿಗೆ ಸೂಕ್ತ ಪರಿಹಾರ ನೀಡಬೇಕು ಹಾಗೂ ನ್ಯಾಯಾಂಗ ತನಿಖೆ ನಡೆಸಬೇಕು ಎಂದು ಆಗ್ರಹಿಸಿದರು. ಪ್ರತಿಭಟನಾಕಾರರನ್ನು ಪೊಲೀಸರು ವಶಕ್ಕೆ ಪಡೆದು ಬಳಿಕ ಬಿಡುಗಡೆ ಮಾಡಿದರು. bbox=[476, 338, 576, 404]
rni-number: RNI NO: KARKAN/2022/83219 bbox=[40, 13, 160, 23]
article1-column-1 bbox=[46, 222, 146, 456]
article3-text-col3: ಆನ್‌ಲೈನ್ ಬೆಟ್ಟಿಂಗ್ ಆ್ಯಪ್ ಪ್ರಚಾರ ಪ್ರಕರಣಕ್ಕೆ ಸಂಬಂಧಿಸಿದಂತೆ ಮಾಜಿ ಕ್ರಿಕೆಟಿಗರಾದ ಹರ್ಭಜನ್ ಸಿಂಗ್, ಸುರೇಶ್ ರೈನಾ ಹಾಗೂ ನಟಿ ಊರ್ವಶಿ ರೌಟೇಲಾ ಅವರನ್ನು ಜಾರಿ ನಿರ್ದೇಶನಾಲಯ ವಿಚಾರಣೆಗೆ ಒಳಪಡಿಸಿದೆ. ಅಕ್ರಮ ಬೆಟ್ಟಿಂಗ್ ಆ್ಯಪ್‌ಗಳ ಪ್ರಚಾರಕ್ಕಾಗಿ ಪಡೆದ ಸಂಭಾವನೆ ಬಗ್ಗೆ ಮಾಹಿತಿ ಕೇಳಲಾಗಿದೆ. ಹಣ ವರ್ಗಾವಣೆ ಕುರಿತಂತೆ ತನಿಖೆ ಮುಂದುವರಿದಿದ್ದು, ಇನ್ನೂ ಹಲವು ಸೆಲೆಬ್ರಿಟಿಗಳಿಗೆ ನೋಟಿಸ್ ನೀಡುವ ಸಾಧ್ಯತೆ ಇದೆ ಎಂದು ಮೂಲಗಳು ತಿಳಿಸಿವೆ. bbox=[256, 492, 360, 538]
whatsapp-icon bbox=[624, 13, 635, 24]
article4-column-1 bbox=[368, 592, 472, 766]
article3-text-col3-cont: ಆನ್‌ಲೈನ್ ಬೆಟ್ಟಿಂಗ್ ಆ್ಯಪ್ ಪ್ರಚಾರ ಪ್ರಕರಣಕ್ಕೆ ಸಂಬಂಧಿಸಿದಂತೆ ಮಾಜಿ ಕ್ರಿಕೆಟಿಗರಾದ ಹರ್ಭಜನ್ ಸಿಂಗ್, ಸುರೇಶ್ ರೈನಾ ಹಾಗೂ ನಟಿ ಊರ್ವಶಿ ರೌಟೇಲಾ ಅವರನ್ನು ಜಾರಿ ನಿರ್ದೇಶನಾಲಯ ವಿಚಾರಣೆಗೆ ಒಳಪಡಿಸಿದೆ. ಅಕ್ರಮ ಬೆಟ್ಟಿಂಗ್ ಆ್ಯಪ್‌ಗಳ ಪ್ರಚಾರಕ್ಕಾಗಿ ಪಡೆದ ಸಂಭಾವನೆ ಬಗ್ಗೆ ಮಾಹಿತಿ ಕೇಳಲಾಗಿದೆ. ಹಣ ವರ್ಗಾವಣೆ ಕುರಿತಂತೆ ತನಿಖೆ ಮುಂದುವರಿದಿದ್ದು, ಇನ್ನೂ ಹಲವು ಸೆಲೆಬ್ರಿಟಿಗಳಿಗೆ ನೋಟಿಸ್ ನೀಡುವ ಸಾಧ್ಯತೆ ಇದೆ ಎಂದು ಮೂಲಗಳು ತಿಳಿಸಿವೆ. bbox=[256, 538, 360, 584]
article5-column-2: ಸಂವಿಧಾನ ಶಿಲ್ಪಿ ಡಾ.ಬಿ.ಆರ್.ಅಂಬೇಡ್ಕರ್ ಅವರ ಭಾವಚಿತ್ರಕ್ಕೆ ಅಗೌರವ ತೋರಿದ ಲಾಲು ಪ್ರಸಾದ್ ಯಾದವ್ ಅವರ ಧೋರಣೆಯನ್ನು ದಲಿತ ಸಂಘಟನೆಗಳು ತೀವ್ರವಾಗಿ ಖಂಡಿಸಿವೆ. ಹುಟ್ಟುಹಬ್ಬದ ಸಂದರ್ಭದಲ್ಲಿ ಅಂಬೇಡ್ಕರ್ ಭಾವಚಿತ್ರವನ್ನು ಕಾಲಿನ ಬಳಿ ಇರಿಸಿದ್ದು ಅವಮಾನಕರ. ಕೂಡಲೇ ಅವರು ಸಾರ್ವಜನಿಕವಾಗಿ ಕ್ಷಮೆ ಯಾಚಿಸಬೇಕು ಎಂದು ಒತ್ತಾಯಿಸಲಾಯಿತು. ಇಲ್ಲದಿದ್ದರೆ ರಾಜ್ಯಾದ್ಯಂತ ಹೋರಾಟ ರೂಪಿಸಲಾಗುವುದು ಎಂದು ಎಚ್ಚರಿಸಿದರು. bbox=[150, 854, 250, 907]
info-mobile: MOB: 9845085793/9035282296 bbox=[128, 145, 236, 155]
article3-headline: ಭಜ್ಜಿ, ರೈನಾ, ಊರ್ವಶಿಗೆ ಇಡಿ ಗ್ರಿಲ್ bbox=[99, 464, 307, 485]
info-date: 18-06-2025 bbox=[560, 145, 599, 155]
lalu-prasad-photo bbox=[150, 770, 250, 850]
article4-text-col3-cont: ಸ್ನೇಹಿತನನ್ನು ಕಟ್ಟಿಹಾಕಿ ಯುವತಿಯ ಮೇಲೆ 10 ಮಂದಿ ಕಾಮುಕರು ಸಾಮೂಹಿಕ ಅತ್ಯಾಚಾರ ಎಸಗಿರುವ ಘಟನೆ ನಡೆದಿದೆ. ಕಡಲತೀರಕ್ಕೆ ತೆರಳಿದ್ದ ಯುವತಿ ಹಾಗೂ ಆಕೆಯ ಸ್ನೇಹಿತನನ್ನು ಅಡ್ಡಗಟ್ಟಿದ ಆರೋಪಿಗಳು ಈ ಕೃತ್ಯ ಎಸಗಿದ್ದಾರೆ. ಘಟನೆ ಬಳಿಕ ಸಂತ್ರಸ್ತೆ ಪೊಲೀಸರಿಗೆ ದೂರು ನೀಡಿದ್ದು, ಪ್ರಕರಣ ದಾಖಲಿಸಿಕೊಂಡ ಪೊಲೀಸರು ಕೆಲವು ಆರೋಪಿಗಳನ್ನು ಬಂಧಿಸಿದ್ದಾರೆ. ಉಳಿದವರ ಪತ್ತೆಗೆ ಶೋಧ ಕಾರ್ಯ ನಡೆಸಲಾಗುತ್ತಿದೆ. bbox=[576, 631, 680, 684]
fathers-day-event-collage bbox=[476, 812, 680, 930]
article4-photo bbox=[476, 592, 572, 660]
article6-photo bbox=[476, 812, 680, 930]
article1-text: ಕಸ ವಿಲೇವಾರಿಯಲ್ಲಿ ಗುತ್ತಿಗೆದಾರರು ಬ್ಲಾಕ್‌ಮೇಲ್ ಮಾಡುತ್ತಿದ್ದಾರೆ. ನಗರದ ಕಸ ವಿಲೇವಾರಿಗೆ ಹೊಸ ವ್ಯವಸ್ಥೆ ತರಲಾಗುವುದು ಎಂದು ಡಿಸಿಎಂ ಡಿ.ಕೆ.ಶಿವಕುಮಾರ್ ಹೇಳಿದರು. ಬೆಂಗಳೂರಿನಲ್ಲಿ ಕಸ ವಿಲೇವಾರಿ ಮಾಫಿಯಾ ಸರ್ಕಾರವನ್ನು ಬ್ಲಾಕ್‌ಮೇಲ್ ಮಾಡುತ್ತಿದೆ. ಯಾವುದೇ ಕಾರಣಕ್ಕೂ ಇದಕ್ಕೆ ಮಣಿಯುವುದಿಲ್ಲ. ಪಾಲಿಕೆ ವ್ಯಾಪ್ತಿಯ ಕಸ ಸಂಗ್ರಹಕ್ಕೆ ಹೊಸ ಟೆಂಡರ್ ಕರೆಯಲಾಗುವುದು. ನಗರವನ್ನು ಸ್ವಚ್ಛವಾಗಿ ಇಡುವುದು ನಮ್ಮ ಗುರಿ. ಕೆಲವು ಗುತ್ತಿಗೆದಾರರು ಸಮಸ್ಯೆ ಸೃಷ್ಟಿಸುತ್ತಿದ್ದಾರೆ, ಅವರ ವಿರುದ್ಧ ಕಠಿಣ ಕ್ರಮ ಕೈಗೊಳ್ಳಲಾಗುವುದು ಎಂದು ಎಚ್ಚರಿಸಿದರು. ಸಾರ್ವಜನಿಕರ ಸಹಕಾರವೂ ಅಗತ್ಯವಾಗಿದೆ ಎಂದರು. bbox=[46, 222, 146, 294]
phone-text: 7349337989 bbox=[637, 12, 685, 23]
article5-column-3 bbox=[254, 770, 360, 1002]
article3-column-3 bbox=[256, 492, 360, 682]
article2-text-col2-cont: ನಗರದ ಚಿನ್ನಸ್ವಾಮಿ ಕ್ರೀಡಾಂಗಣದ ಬಳಿ ಸಂಭವಿಸಿದ ಕಾಲ್ತುಳಿತ ದುರಂತಕ್ಕೆ ಹೊಣೆ ಹೊತ್ತು ಮುಖ್ಯಮಂತ್ರಿ ಹಾಗೂ ಉಪಮುಖ್ಯಮಂತ್ರಿ ರಾಜೀನಾಮೆ ನೀಡಬೇಕು ಎಂದು ಒತ್ತಾಯಿಸಿ ಬಿಜೆಪಿ ಕಾರ್ಯಕರ್ತರು ಬೃಹತ್ ಪ್ರತಿಭಟನೆ ನಡೆಸಿದರು. ಫ್ರೀಡಂ ಪಾರ್ಕ್‌ನಲ್ಲಿ ನಡೆದ ಪ್ರತಿಭಟನೆಯಲ್ಲಿ ಪಕ್ಷದ ಹಿರಿಯ ನಾಯಕರು ಪಾಲ್ಗೊಂಡಿದ್ದರು. ಸರ್ಕಾರದ ನಿರ್ಲಕ್ಷ್ಯದಿಂದ ಅಮಾಯಕರು ಪ್ರಾಣ ಕಳೆದುಕೊಂಡಿದ್ದಾರೆ ಎಂದು ಆರೋಪಿಸಿದರು. ಮೃತರ ಕುಟುಂಬಗಳಿಗೆ ಸೂಕ್ತ ಪರಿಹಾರ ನೀಡಬೇಕು ಹಾಗೂ ನ್ಯಾಯಾಂಗ ತನಿಖೆ ನಡೆಸಬೇಕು ಎಂದು ಆಗ್ರಹಿಸಿದರು. ಪ್ರತಿಭಟನಾಕಾರರನ್ನು ಪೊಲೀಸರು ವಶಕ್ಕೆ ಪಡೆದು ಬಳಿಕ ಬಿಡುಗಡೆ ಮಾಡಿದರು. bbox=[476, 397, 576, 470]
article5-photo bbox=[150, 770, 250, 850]
article5-column-1 bbox=[46, 770, 146, 1002]
newspaper-subtitle: ಕನ್ನಡ ದಿನ ಪತ್ರಿಕೆ bbox=[330, 100, 400, 115]
article1-column-3 bbox=[252, 222, 360, 456]
